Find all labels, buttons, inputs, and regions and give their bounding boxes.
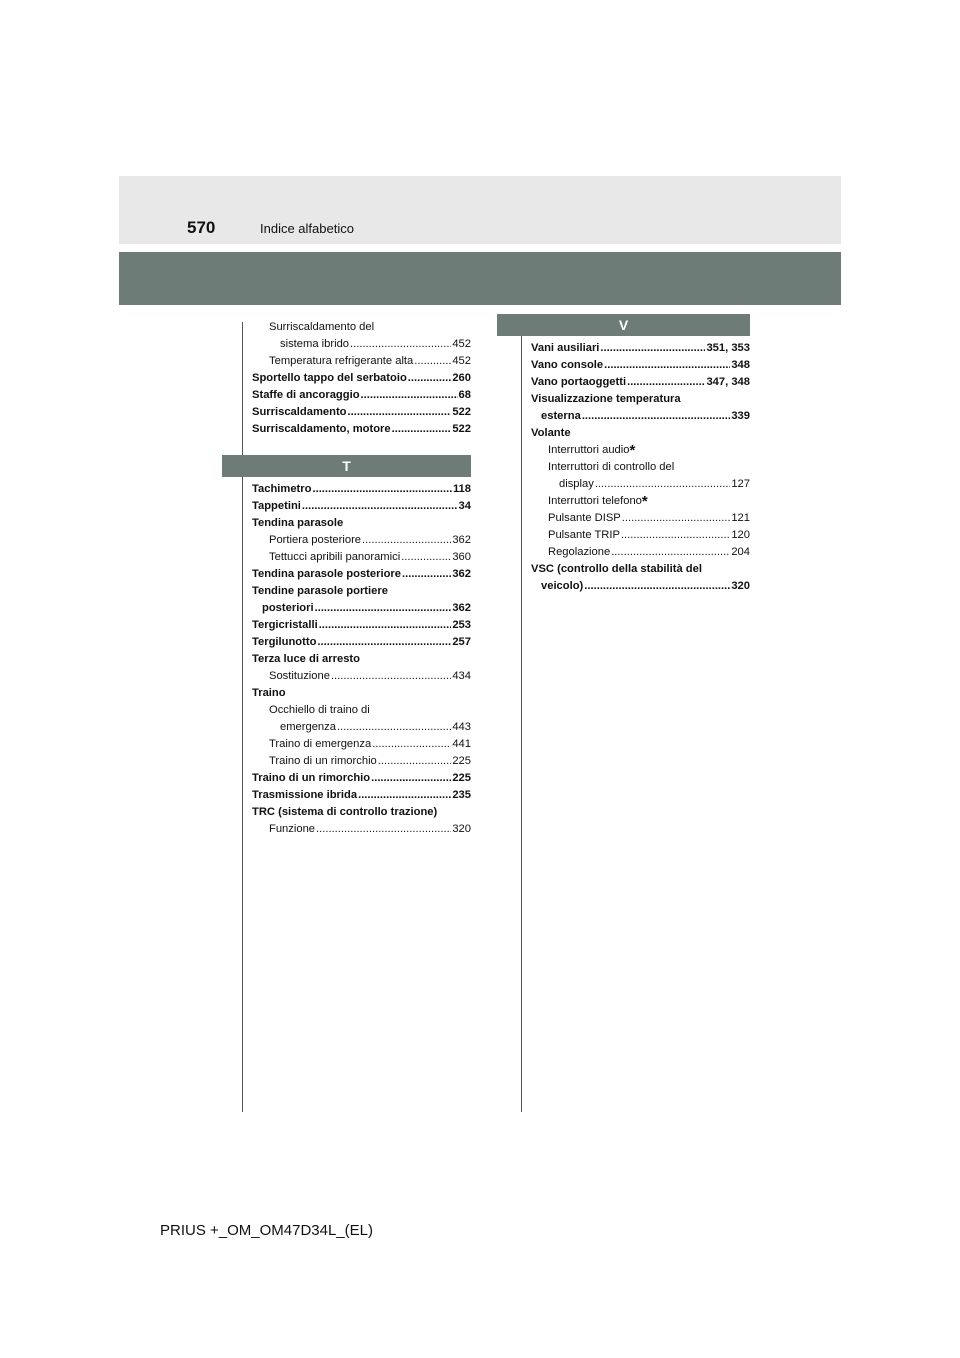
index-entry-page: 452 [452,355,471,367]
letter-t: T [342,458,351,474]
page-number: 570 [187,218,216,237]
index-entry-label: VSC (controllo della stabilità del [531,563,702,575]
index-entry-label: Staffe di ancoraggio [252,389,360,401]
dot-leader [392,421,452,438]
dot-leader [358,787,451,804]
index-entry-label: Tappetini [252,500,301,512]
header-dark-band [119,252,841,305]
index-entry-label: Trasmissione ibrida [252,789,358,801]
index-entry-label: Traino di un rimorchio [252,772,371,784]
dot-leader [611,544,730,561]
letter-v: V [618,317,629,333]
index-entry-label: Surriscaldamento, motore [252,423,391,435]
index-entry [252,404,471,421]
index-entry [252,770,471,787]
index-entry [252,481,471,498]
index-entry-label: Portiera posteriore [269,534,362,546]
letter-band-t [222,455,471,477]
dot-leader [604,357,730,374]
index-entry-label: Regolazione [548,546,611,558]
index-entry [252,387,471,404]
index-entry [252,702,471,719]
index-entry-label: Traino [252,687,286,699]
index-entry [252,515,471,532]
index-entry-page: 260 [452,372,471,384]
index-entry-label: Interruttori di controllo del [548,461,675,473]
index-entry [252,319,471,336]
index-entry-label: Tergilunotto [252,636,317,648]
dot-leader [331,668,451,685]
index-entry-page: 68 [458,389,471,401]
index-entry-label: Visualizzazione temperatura [531,393,681,405]
index-entry [252,583,471,600]
index-entry [531,374,750,391]
index-entry [252,532,471,549]
dot-leader [402,566,451,583]
column-divider-left [242,322,243,1112]
index-entry [252,421,471,438]
index-entry [252,336,471,353]
index-entry-label: display [559,478,594,490]
index-entry-label: Temperatura refrigerante alta [269,355,414,367]
index-entry-page: 348 [731,359,750,371]
dot-leader [348,404,452,421]
dot-leader [401,549,451,566]
index-entry-page: 320 [731,580,750,592]
dot-leader [361,387,458,404]
index-entry-label: Sportello tappo del serbatoio [252,372,407,384]
index-entry-label: Tendine parasole portiere [252,585,388,597]
index-entry [252,804,471,821]
index-entry-page: 225 [452,755,471,767]
index-entry-page: 339 [731,410,750,422]
dot-leader [408,370,452,387]
index-entry [252,719,471,736]
dot-leader [582,408,731,425]
dot-leader [621,527,730,544]
index-entry-page: 121 [731,512,750,524]
index-entry [252,685,471,702]
index-entry [252,651,471,668]
index-entry [531,340,750,357]
index-entry-label: Interruttori telefono [548,495,642,507]
index-entry-page: 362 [452,568,471,580]
index-entry [531,578,750,595]
index-entry-label: Tendina parasole [252,517,344,529]
section-title: Indice alfabetico [260,221,354,236]
index-entry-label: Funzione [269,823,316,835]
index-entry [531,391,750,408]
index-entry [531,476,750,493]
index-entry-label: Tettucci apribili panoramici [269,551,401,563]
index-entry-label: veicolo) [541,580,584,592]
dot-leader [302,498,458,515]
index-entry-label: Vano portaoggetti [531,376,627,388]
index-entry [531,425,750,442]
index-entry-page: 362 [452,534,471,546]
index-entry: Interruttori telefono * [548,493,648,510]
letter-band-v [497,314,750,336]
index-entry-label: sistema ibrido [280,338,350,350]
index-entry-label: Occhiello di traino di [269,704,370,716]
index-entry-page: 204 [731,546,750,558]
index-entry-label: Sostituzione [269,670,330,682]
index-entry-page: 452 [452,338,471,350]
index-entry-label: Traino di un rimorchio [269,755,377,767]
index-entry [531,408,750,425]
index-entry-page: 443 [452,721,471,733]
index-entry [531,357,750,374]
index-entry-page: 360 [452,551,471,563]
index-entry [531,510,750,527]
dot-leader [362,532,451,549]
dot-leader [595,476,731,493]
index-entry [252,549,471,566]
index-entry [252,353,471,370]
dot-leader [372,736,451,753]
index-entry-page: 118 [452,483,471,495]
index-entry [531,561,750,578]
index-entry [252,821,471,838]
index-entry-page: 351, 353 [706,342,750,354]
index-entry-label: TRC (sistema di controllo trazione) [252,806,438,818]
index-entry-label: Tachimetro [252,483,312,495]
index-entry-label: posteriori [262,602,314,614]
index-entry-page: 441 [452,738,471,750]
dot-leader [312,481,451,498]
dot-leader [337,719,451,736]
index-entry-label: emergenza [280,721,336,733]
index-entry-label: Terza luce di arresto [252,653,360,665]
index-entry-page: 120 [731,529,750,541]
index-entry-label: Surriscaldamento [252,406,347,418]
index-column-t [252,481,471,838]
dot-leader [584,578,730,595]
index-entry-label: Interruttori audio [548,444,630,456]
index-entry-page: 434 [452,670,471,682]
footer-document-code: PRIUS +_OM_OM47D34L_(EL) [160,1222,374,1239]
index-entry [531,544,750,561]
index-entry-label: Surriscaldamento del [269,321,375,333]
index-entry-page: 34 [458,500,471,512]
index-entry [252,634,471,651]
index-entry [252,566,471,583]
index-entry [252,617,471,634]
index-entry-page: 522 [452,406,471,418]
index-entry [531,459,750,476]
index-entry-label: Pulsante TRIP [548,529,620,541]
dot-leader [627,374,705,391]
index-entry-page: 320 [452,823,471,835]
index-entry: Interruttori audio * [548,442,636,459]
index-entry-page: 362 [452,602,471,614]
index-entry-label: Tendina parasole posteriore [252,568,401,580]
dot-leader [600,340,705,357]
index-entry-page: 522 [452,423,471,435]
index-entry [252,600,471,617]
dot-leader [414,353,451,370]
index-entry-label: Pulsante DISP [548,512,621,524]
index-entry-page: 235 [452,789,471,801]
dot-leader [317,634,451,651]
dot-leader [622,510,731,527]
index-entry-label: Volante [531,427,571,439]
index-entry-page: 127 [731,478,750,490]
dot-leader [350,336,451,353]
column-divider-middle [521,322,522,1112]
index-column-left-top [252,319,471,438]
index-column-v [531,340,750,595]
index-entry-page: 253 [452,619,471,631]
index-entry-label: Vano console [531,359,604,371]
dot-leader [319,617,452,634]
index-entry-page: 257 [452,636,471,648]
index-entry [252,736,471,753]
index-entry-label: Tergicristalli [252,619,318,631]
dot-leader [378,753,452,770]
index-entry [252,668,471,685]
index-entry [531,527,750,544]
index-entry-page: 347, 348 [706,376,750,388]
dot-leader [315,600,452,617]
index-entry-label: Traino di emergenza [269,738,372,750]
index-entry-page: 225 [452,772,471,784]
header-band [119,176,841,244]
index-entry [252,370,471,387]
dot-leader [316,821,451,838]
dot-leader [371,770,451,787]
index-entry [252,498,471,515]
index-entry [252,753,471,770]
index-entry [252,787,471,804]
index-entry-label: Vani ausiliari [531,342,600,354]
index-entry-label: esterna [541,410,581,422]
